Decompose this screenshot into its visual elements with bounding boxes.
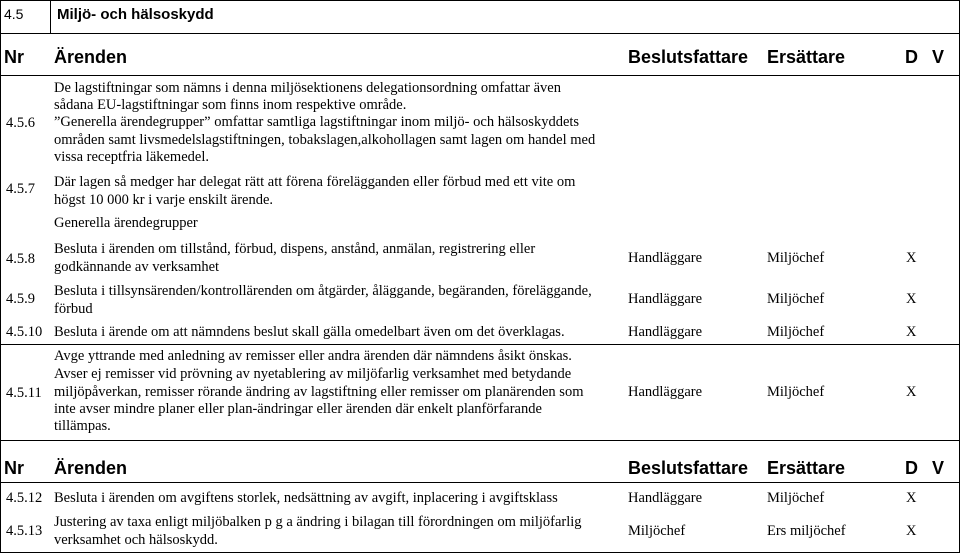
- header-nr: Nr: [4, 47, 25, 67]
- row-text-line: godkännande av verksamhet: [54, 259, 220, 275]
- header-ersattare: Ersättare: [767, 47, 846, 67]
- row-beslutsfattare: Handläggare: [628, 324, 703, 340]
- row-text-line: Besluta i ärenden om tillstånd, förbud, dispens, anstånd, anmälan, registrering eller: [54, 241, 536, 257]
- row-nr: 4.5.10: [6, 324, 43, 340]
- row-text-line: ”Generella ärendegrupper” omfattar samtliga lagstiftningar inom miljö- och hälsoskyddets: [54, 114, 580, 130]
- row-text-line: områden samt livsmedelslagstiftningen, tobakslagen,alkohollagen samt lagen om handel med: [54, 132, 596, 148]
- header-d: D: [905, 47, 918, 67]
- row-beslutsfattare: Handläggare: [628, 250, 703, 266]
- section-number: 4.5: [4, 6, 24, 22]
- table-border: [0, 0, 960, 1]
- row-text-line: vissa receptfria läkemedel.: [54, 149, 209, 165]
- row-ersattare: Ers miljöchef: [767, 523, 846, 539]
- row-text-line: Justering av taxa enligt miljöbalken p g a ändring i bilagan till förordningen om miljöfarlig: [54, 514, 582, 530]
- row-text-line: högst 10 000 kr i varje enskilt ärende.: [54, 192, 274, 208]
- header-beslutsfattare: Beslutsfattare: [628, 47, 749, 67]
- row-d-mark: X: [906, 291, 917, 307]
- table-border: [50, 0, 51, 34]
- row-nr: 4.5.7: [6, 181, 35, 197]
- row-ersattare: Miljöchef: [767, 324, 825, 340]
- header-v: V: [932, 47, 945, 67]
- row-text-line: Besluta i ärende om att nämndens beslut skall gälla omedelbart även om det överklagas.: [54, 324, 565, 340]
- row-text-line: miljöpåverkan, remisser rörande ändring av lagstiftning eller remisser om planärenden som: [54, 384, 584, 400]
- row-nr: 4.5.6: [6, 115, 35, 131]
- table-border: [0, 440, 960, 441]
- row-text-line: Avge yttrande med anledning av remisser eller andra ärenden där nämndens åsikt önskas.: [54, 348, 572, 364]
- row-d-mark: X: [906, 250, 917, 266]
- header-d: D: [905, 458, 918, 478]
- row-d-mark: X: [906, 523, 917, 539]
- row-text-line: sådana EU-lagstiftningar som finns inom respektive område.: [54, 97, 407, 113]
- row-beslutsfattare: Miljöchef: [628, 523, 686, 539]
- row-nr: 4.5.13: [6, 523, 43, 539]
- row-nr: 4.5.11: [6, 385, 42, 401]
- header-beslutsfattare: Beslutsfattare: [628, 458, 749, 478]
- row-beslutsfattare: Handläggare: [628, 291, 703, 307]
- row-text-line: inte avser mindre planer eller plan-ändringar eller ärenden där enkelt planförfarande: [54, 401, 542, 417]
- table-border: [0, 0, 1, 553]
- header-ersattare: Ersättare: [767, 458, 846, 478]
- table-border: [0, 482, 960, 483]
- header-arenden: Ärenden: [54, 458, 128, 478]
- row-text-line: förbud: [54, 301, 93, 317]
- table-border: [0, 344, 960, 345]
- row-nr: 4.5.12: [6, 490, 43, 506]
- table-border: [0, 75, 960, 76]
- row-text-line: Avser ej remisser vid prövning av nyetablering av miljöfarlig verksamhet med betydande: [54, 366, 572, 382]
- row-ersattare: Miljöchef: [767, 490, 825, 506]
- row-d-mark: X: [906, 384, 917, 400]
- row-d-mark: X: [906, 324, 917, 340]
- row-ersattare: Miljöchef: [767, 384, 825, 400]
- row-nr: 4.5.8: [6, 251, 35, 267]
- subheading: Generella ärendegrupper: [54, 215, 198, 231]
- row-text-line: verksamhet och hälsoskydd.: [54, 532, 218, 548]
- table-border: [0, 33, 960, 34]
- row-ersattare: Miljöchef: [767, 250, 825, 266]
- header-v: V: [932, 458, 945, 478]
- header-arenden: Ärenden: [54, 47, 128, 67]
- row-beslutsfattare: Handläggare: [628, 384, 703, 400]
- header-nr: Nr: [4, 458, 25, 478]
- row-text-line: tillämpas.: [54, 418, 111, 434]
- row-text-line: Där lagen så medger har delegat rätt att förena förelägganden eller förbud med ett vite om: [54, 174, 576, 190]
- row-text-line: De lagstiftningar som nämns i denna miljösektionens delegationsordning omfattar även: [54, 80, 561, 96]
- row-beslutsfattare: Handläggare: [628, 490, 703, 506]
- row-text-line: Besluta i ärenden om avgiftens storlek, nedsättning av avgift, inplacering i avgiftsklass: [54, 490, 558, 506]
- row-ersattare: Miljöchef: [767, 291, 825, 307]
- row-d-mark: X: [906, 490, 917, 506]
- row-nr: 4.5.9: [6, 291, 35, 307]
- section-title: Miljö- och hälsoskydd: [57, 6, 214, 23]
- row-text-line: Besluta i tillsynsärenden/kontrollärenden om åtgärder, åläggande, begäranden, föreläggande,: [54, 283, 592, 299]
